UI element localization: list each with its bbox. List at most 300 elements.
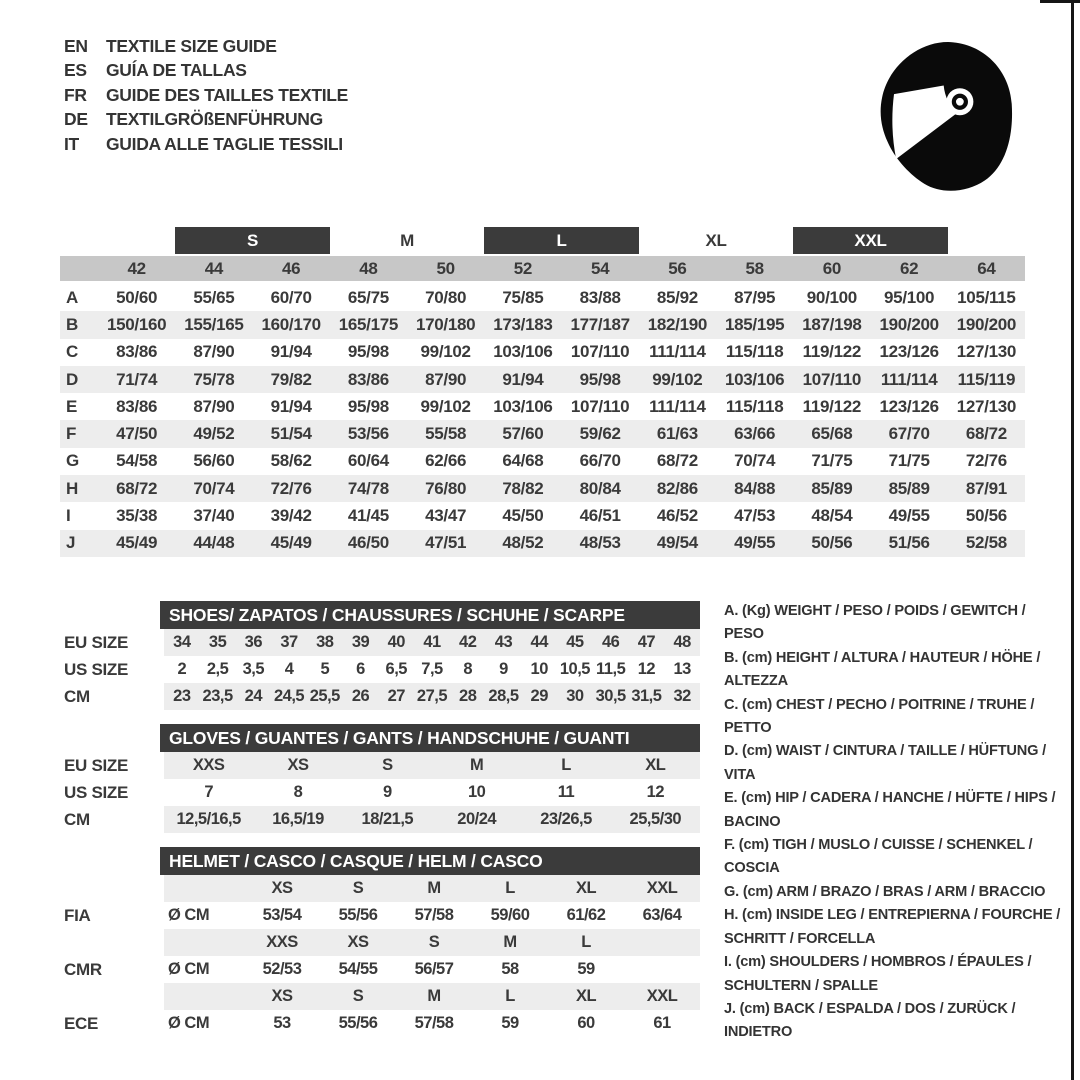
measurement-value: 49/54 [656,533,698,553]
size-value: 9 [499,660,508,678]
size-value: 59 [577,960,595,978]
row-label: US SIZE [64,659,129,679]
measurement-value: 91/94 [270,396,312,416]
measurement-value: 35/38 [116,506,158,526]
size-value: 41 [423,633,441,651]
measurement-value: 95/98 [347,342,389,362]
measurement-value: 68/72 [965,424,1007,444]
measurement-value: 48/53 [579,533,621,553]
size-header [624,929,700,956]
row-letter: G [66,451,79,471]
measurement-value: 58/62 [270,451,312,471]
standard-label: FIA [64,905,91,925]
measurement-value: 47/51 [425,533,467,553]
measurement-value: 46/52 [656,506,698,526]
size-value: 45 [566,633,584,651]
size-group-row [60,227,1025,254]
row-letter: A [66,287,78,307]
size-value: 61 [653,1014,671,1032]
row-sizes [164,929,700,956]
table-row [60,339,1025,366]
lower-tables [60,601,700,1051]
measurement-value: 85/92 [656,287,698,307]
legend-item: G. (cm) ARM / BRAZO / BRAS / ARM / BRACCIO [724,883,1046,900]
size-value: 23 [173,687,191,705]
size-value: 11 [557,783,575,801]
size-value: 23,5 [202,687,233,705]
size-value: 44 [530,633,548,651]
measurement-value: 74/78 [347,478,389,498]
measurement-value: 99/102 [420,396,471,416]
standard-label: CMR [64,959,102,979]
right-frame-border [1071,0,1074,1080]
size-value: 25,5/30 [629,810,682,828]
measurement-value: 65/68 [811,424,853,444]
measurement-value: 70/74 [734,451,776,471]
table-row [60,929,700,956]
measurement-value: 170/180 [415,314,476,334]
language-row [64,34,348,59]
measurement-value: 105/115 [957,287,1016,307]
table-row [60,448,1025,475]
measurement-value: 78/82 [502,478,544,498]
size-header: 44 [204,258,224,278]
legend-item: E. (cm) HIP / CADERA / HANCHE / HÜFTE / HIPS / BACINO [724,790,1056,830]
measurement-value: 49/55 [734,533,776,553]
size-header: XS [347,933,369,951]
row-letter: E [66,396,78,416]
size-value: 30 [566,687,584,705]
measurement-value: 59/62 [579,424,621,444]
measurement-value: 47/50 [116,424,158,444]
row-label: US SIZE [64,782,129,802]
measurement-value: 52/58 [965,533,1007,553]
table-row [60,530,1025,557]
measurement-value: 87/90 [193,396,235,416]
size-value: 24 [244,687,262,705]
size-value: 52/53 [262,960,302,978]
measurement-value: 47/53 [734,506,776,526]
measurement-value: 60/64 [347,451,389,471]
size-header: XXS [266,933,298,951]
unit-spacer [164,875,244,902]
size-value: 12 [637,660,656,678]
measurement-value: 45/49 [116,533,158,553]
shoes-table [60,601,700,710]
measurement-value: 45/50 [502,506,544,526]
measurement-value: 50/56 [811,533,853,553]
size-value: 28,5 [488,687,519,705]
size-value: XXS [192,756,225,774]
numeric-size-row [60,256,1025,281]
row-values [164,806,700,833]
measurement-value: 72/76 [965,451,1007,471]
row-label [60,875,164,902]
measurement-value: 119/122 [802,342,862,362]
size-header: M [427,987,441,1005]
size-value: 10 [530,660,548,678]
language-code: EN [64,35,88,56]
measurement-value: 71/75 [811,451,853,471]
table-row [60,983,700,1010]
size-value: 8 [463,660,473,678]
row-letter: D [66,369,78,389]
table-row [60,284,1025,311]
row-sizes [164,875,700,902]
language-row [64,59,348,84]
measurement-value: 51/56 [888,533,930,553]
size-group-l: L [484,227,639,254]
size-value: 5 [320,660,330,678]
size-value: M [470,756,484,774]
size-group-m: M [400,230,414,250]
measurement-value: 107/110 [570,396,630,416]
measurement-value: 67/70 [888,424,930,444]
size-group-s: S [175,227,330,254]
measurement-value: 50/60 [116,287,158,307]
textile-size-table [60,227,1025,557]
size-value: 24,5 [273,687,305,705]
size-header: XS [271,987,293,1005]
size-value: 54/55 [338,960,378,978]
size-value: 25,5 [309,687,340,705]
row-letter: F [66,424,77,444]
size-value: 42 [459,633,477,651]
size-value: 16,5/19 [272,810,324,828]
size-value: XL [645,756,666,774]
size-value: 63/64 [642,906,682,924]
size-header: 48 [359,258,378,278]
legend-item: C. (cm) CHEST / PECHO / POITRINE / TRUHE / PETTO [724,696,1035,737]
measurement-value: 99/102 [420,342,471,362]
size-header: XL [575,987,597,1005]
size-group-xxl: XXL [793,227,948,254]
measurement-value: 56/60 [193,451,235,471]
size-header: M [503,933,517,951]
size-header: S [352,879,364,897]
size-value: 27,5 [416,687,448,705]
measurement-value: 64/68 [502,451,544,471]
measurement-value: 87/90 [425,369,467,389]
size-header: 52 [513,258,533,278]
size-value: 34 [173,633,191,651]
measurement-value: 173/183 [493,314,553,334]
measurement-value: 65/75 [347,287,389,307]
unit-spacer [164,929,244,956]
top-frame-border [1040,0,1080,3]
language-row [64,132,348,157]
measurement-value: 160/170 [261,314,321,334]
shoes-table-title: SHOES/ ZAPATOS / CHAUSSURES / SCHUHE / SCARPE [160,601,700,629]
size-value: 31,5 [631,687,662,705]
legend-item: I. (cm) SHOULDERS / HOMBROS / ÉPAULES / SCHULTERN / SPALLE [724,954,1032,994]
size-header: XS [271,879,293,897]
language-row [64,83,348,108]
measurement-value: 115/118 [725,342,784,362]
size-group-xl: XL [705,230,727,250]
unit-label: Ø CM [168,906,210,924]
row-letter: I [66,506,71,526]
size-value: 6 [356,660,365,678]
measurement-value: 83/86 [347,369,389,389]
size-value: 9 [382,783,392,801]
measurement-value: 70/80 [425,287,467,307]
size-value: 40 [387,633,405,651]
table-row [60,806,700,833]
size-value: 32 [673,687,691,705]
size-value: 2,5 [206,660,229,678]
measurement-value: 115/118 [725,396,784,416]
measurement-value: 177/187 [570,314,630,334]
language-code: IT [64,133,79,154]
size-value: 10,5 [559,660,590,678]
table-row [60,475,1025,502]
measurement-value: 87/95 [734,287,776,307]
row-values [164,902,700,929]
measurement-value: 63/66 [734,424,776,444]
measurement-value: 190/200 [956,314,1017,334]
table-row [60,366,1025,393]
size-value: 38 [316,633,334,651]
size-header: S [352,987,364,1005]
measurement-value: 54/58 [116,451,158,471]
measurement-value: 87/91 [965,478,1007,498]
language-row [64,108,348,133]
helmet-table [60,847,700,1037]
size-value: XS [287,756,309,774]
table-row [60,420,1025,447]
measurement-value: 91/94 [502,369,544,389]
measurement-value: 49/55 [888,506,930,526]
measurement-value: 187/198 [802,314,862,334]
size-value: 10 [467,783,486,801]
legend-item: A. (Kg) WEIGHT / PESO / POIDS / GEWITCH / PESO [724,603,1026,643]
measurement-value: 111/114 [880,369,938,389]
row-letter: J [66,533,76,553]
table-row [60,752,700,779]
size-value: 26 [351,687,370,705]
table-row [60,683,700,710]
row-label [60,929,164,956]
size-header: L [581,933,591,951]
size-value: 30,5 [595,687,626,705]
size-value: 57/58 [414,1014,454,1032]
row-values [164,656,700,683]
measurement-value: 48/54 [811,506,853,526]
size-value: 53/54 [262,906,302,924]
guide-title: TEXTILE SIZE GUIDE [106,35,277,56]
size-header: 62 [899,258,919,278]
measurement-value: 111/114 [649,342,706,362]
measurement-value: 60/70 [270,287,312,307]
measurement-value: 85/89 [811,478,853,498]
size-value: 29 [530,687,548,705]
guide-title: GUIDE DES TAILLES TEXTILE [106,84,349,105]
measurement-value: 70/74 [193,478,235,498]
size-value: 13 [673,660,691,678]
measurement-value: 107/110 [570,342,630,362]
legend-item: J. (cm) BACK / ESPALDA / DOS / ZURÜCK / INDIETRO [724,1000,1016,1041]
size-header: 60 [822,258,842,278]
measurement-value: 72/76 [270,478,312,498]
size-value: 39 [351,633,370,651]
measurement-value: 99/102 [652,369,703,389]
table-row [60,875,700,902]
measurement-value: 91/94 [270,342,312,362]
measurement-value: 79/82 [270,369,312,389]
table-row [60,956,700,983]
size-value: 37 [280,633,298,651]
size-value: 23/26,5 [540,810,592,828]
measurement-value: 44/48 [193,533,235,553]
row-values [164,1010,700,1037]
measurement-value: 127/130 [956,342,1017,362]
legend-item: F. (cm) TIGH / MUSLO / CUISSE / SCHENKEL / COSCIA [724,837,1033,877]
size-header: 64 [977,258,996,278]
size-value: 61/62 [566,906,606,924]
row-label [60,983,164,1010]
table-row [60,1010,700,1037]
measurement-value: 95/98 [347,396,389,416]
measurement-value: 37/40 [193,506,235,526]
size-value: 46 [601,633,620,651]
row-values [164,779,700,806]
measurement-value: 48/52 [502,533,544,553]
measurement-value: 123/126 [879,342,939,362]
table-row [60,393,1025,420]
size-header: 50 [436,258,455,278]
measurement-value: 75/85 [502,287,544,307]
size-value: 7 [204,783,213,801]
guide-title: GUÍA DE TALLAS [106,60,247,81]
measurement-value: 71/75 [888,451,930,471]
size-header: L [505,987,515,1005]
size-header: XL [575,879,597,897]
size-header: 46 [281,258,301,278]
size-value: 12 [646,783,664,801]
table-row [60,502,1025,529]
measurement-value: 41/45 [347,506,389,526]
row-sizes [164,983,700,1010]
measurement-value: 68/72 [116,478,158,498]
table-row [60,629,700,656]
table-row [60,779,700,806]
measurement-value: 95/98 [579,369,621,389]
unit-label: Ø CM [168,960,210,978]
measurement-value: 80/84 [579,478,621,498]
size-value: 36 [244,633,262,651]
measurement-value: 85/89 [888,478,930,498]
legend-item: B. (cm) HEIGHT / ALTURA / HAUTEUR / HÖHE / ALTEZZA [724,649,1041,690]
language-code: DE [64,109,88,130]
size-value: 55/56 [338,1014,378,1032]
row-label: CM [64,686,90,706]
measurement-value: 95/100 [884,287,935,307]
measurement-value: 155/165 [184,314,244,334]
corner-cell [60,256,98,281]
size-value: 58 [501,960,519,978]
size-header: 56 [668,258,687,278]
row-label: EU SIZE [64,755,129,775]
measurement-value: 62/66 [425,451,467,471]
measurement-value: 165/175 [338,314,399,334]
size-value [624,956,700,983]
size-value: 59 [501,1014,519,1032]
size-value: L [561,756,571,774]
gloves-table-title: GLOVES / GUANTES / GANTS / HANDSCHUHE / GUANTI [160,724,700,752]
row-values [164,752,700,779]
size-header: 42 [127,258,146,278]
measurement-value: 103/106 [724,369,785,389]
unit-spacer [164,983,244,1010]
measurement-value: 55/58 [425,424,467,444]
row-letter: C [66,342,78,362]
size-value: 35 [208,633,227,651]
size-header: M [427,879,441,897]
measurement-value: 82/86 [656,478,698,498]
measurement-value: 83/86 [116,342,158,362]
table-row [60,902,700,929]
guide-title: TEXTILGRÖßENFÜHRUNG [106,109,323,130]
measurement-value: 123/126 [879,396,939,416]
guide-title: GUIDA ALLE TAGLIE TESSILI [106,133,343,154]
measurement-value: 51/54 [270,424,312,444]
gloves-table [60,724,700,833]
measurement-value: 39/42 [270,506,312,526]
size-value: 4 [284,660,294,678]
measurement-value: 76/80 [425,478,467,498]
unit-label: Ø CM [168,1014,210,1032]
size-header: S [428,933,440,951]
measurement-value: 115/119 [957,369,1016,389]
size-value: 8 [293,783,303,801]
table-row [60,311,1025,338]
measurement-value: 150/160 [106,314,167,334]
measurement-value: 68/72 [656,451,698,471]
size-value: 18/21,5 [361,810,414,828]
table-row [60,656,700,683]
measurement-value: 75/78 [193,369,235,389]
row-values [164,956,700,983]
size-value: 57/58 [414,906,454,924]
measurement-value: 103/106 [493,396,553,416]
size-value: 3,5 [242,660,265,678]
size-value: 20/24 [457,810,497,828]
measurement-value: 53/56 [347,424,389,444]
measurement-value: 61/63 [656,424,698,444]
measurement-value: 83/88 [579,287,621,307]
language-code: ES [64,60,87,81]
measurement-value: 119/122 [802,396,862,416]
measurement-value: 84/88 [734,478,776,498]
measurement-value: 107/110 [802,369,862,389]
size-value: 56/57 [414,960,454,978]
measurement-value: 182/190 [647,314,708,334]
measurement-value: 50/56 [965,506,1007,526]
measurement-value: 111/114 [649,396,706,416]
measurement-value: 103/106 [493,342,553,362]
size-header: 54 [590,258,610,278]
size-value: S [382,756,393,774]
size-value: 28 [459,687,477,705]
measurement-value: 127/130 [956,396,1017,416]
helmet-icon [872,38,1024,200]
row-letter: H [66,478,78,498]
size-value: 12,5/16,5 [176,810,241,828]
measurement-value: 46/51 [579,506,621,526]
measurement-value: 55/65 [193,287,235,307]
measurement-value: 87/90 [193,342,235,362]
